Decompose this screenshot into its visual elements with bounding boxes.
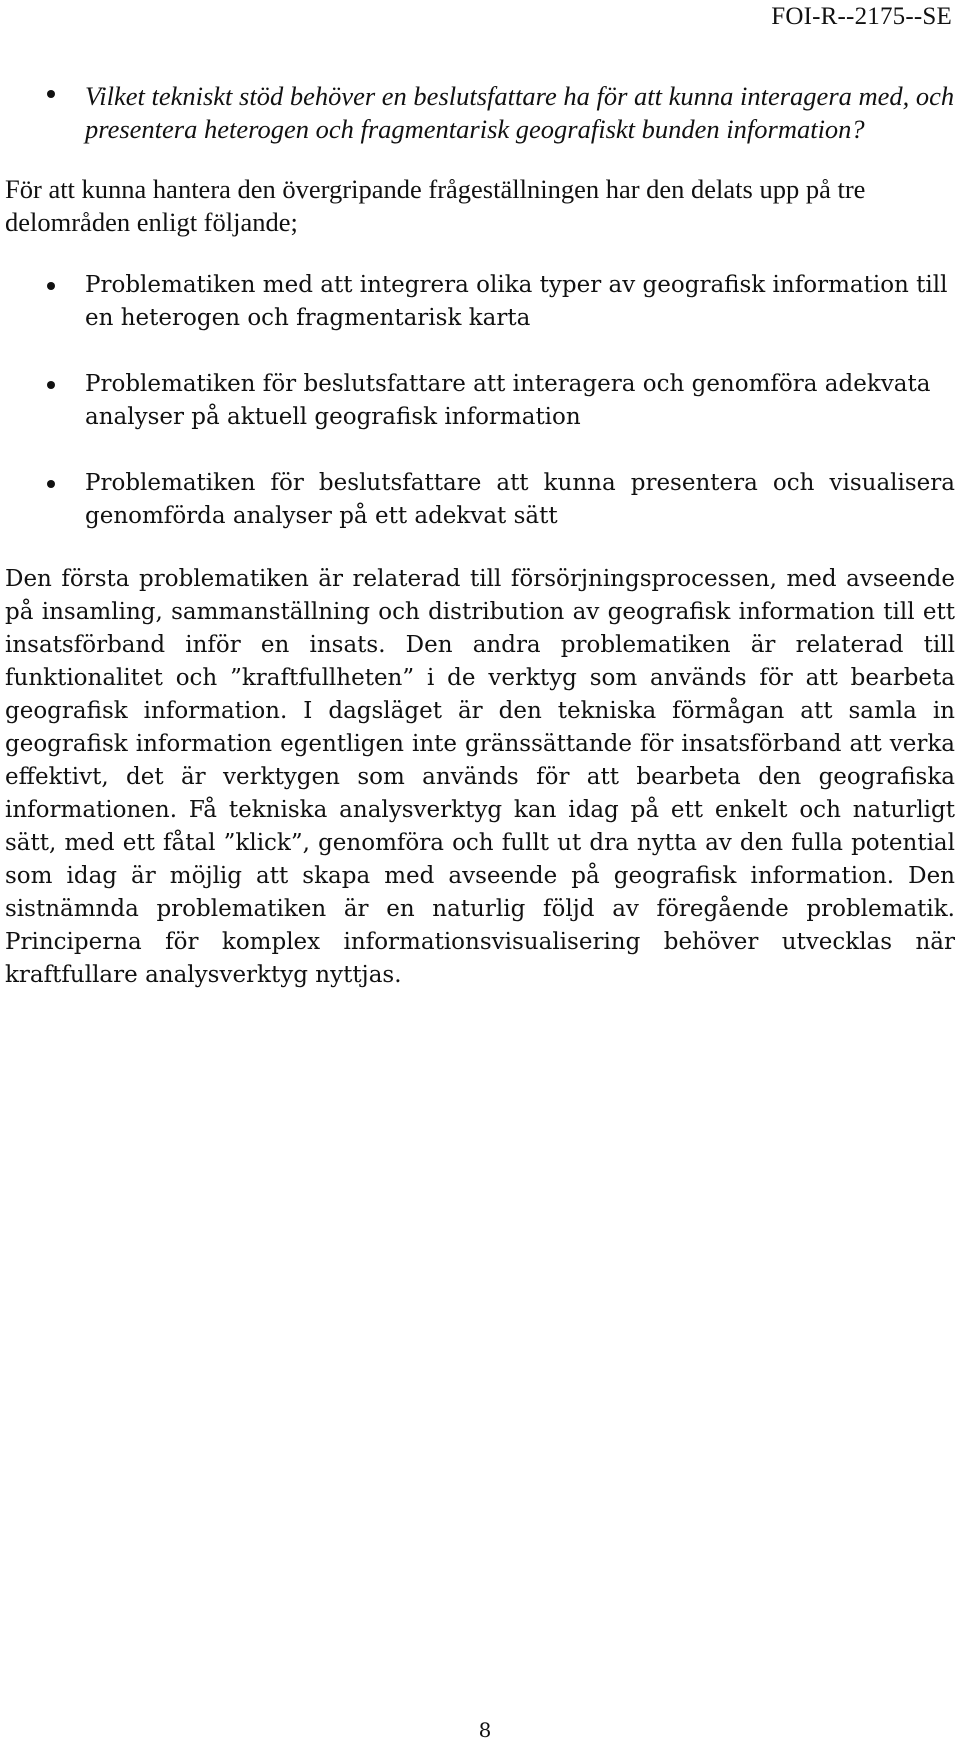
list-item [5,269,955,335]
list-item [5,368,955,434]
page-number: 8 [478,1718,492,1742]
body-paragraph: Den första problematiken är relaterad till försörjningsprocessen, med avseende på insamling, sammanställning och distribution av geografisk information till ett insatsförband inför en insats. Den andra problematiken är relaterad till funktionalitet och ”kraftfullheten” i de verktyg som används för att bearbeta geografisk information. I dagsläget är den tekniska förmågan att samla in geografisk information egentligen inte gränssättande för insatsförband att verka effektivt, det är verktygen som används för att bearbeta den geografiska informationen. Få tekniska analysverktyg kan idag på ett enkelt och naturligt sätt, med ett fåtal ”klick”, genomföra och fullt ut dra nytta av den fulla potential som idag är möjlig att skapa med avseende på geografisk information. Den sistnämnda problematiken är en naturlig följd av föregående problematik. Principerna för komplex informationsvisualisering behöver utvecklas när kraftfullare analysverktyg nyttjas. [5,566,955,988]
bullet-icon [47,90,55,98]
bullet-icon [47,480,55,488]
report-id-header: FOI-R--2175--SE [771,3,952,30]
subarea-text: Problematiken för beslutsfattare att interagera och genomföra adekvata analyser på aktuell geografisk information [85,371,931,430]
intro-paragraph: För att kunna hantera den övergripande frågeställningen har den delats upp på tre delområden enligt följande; [5,174,866,237]
page-content [5,80,955,1015]
subarea-list [5,269,955,533]
bullet-icon [47,381,55,389]
bullet-icon [47,282,55,290]
list-item [5,80,955,146]
research-question-list [5,80,955,146]
list-item [5,467,955,533]
subarea-text: Problematiken för beslutsfattare att kunna presentera och visualisera genomförda analyser på ett adekvat sätt [85,470,955,529]
subarea-text: Problematiken med att integrera olika typer av geografisk information till en heterogen och fragmentarisk karta [85,272,948,331]
research-question-text: Vilket tekniskt stöd behöver en beslutsfattare ha för att kunna interagera med, och presentera heterogen och fragmentarisk geografiskt bunden information? [85,81,955,144]
